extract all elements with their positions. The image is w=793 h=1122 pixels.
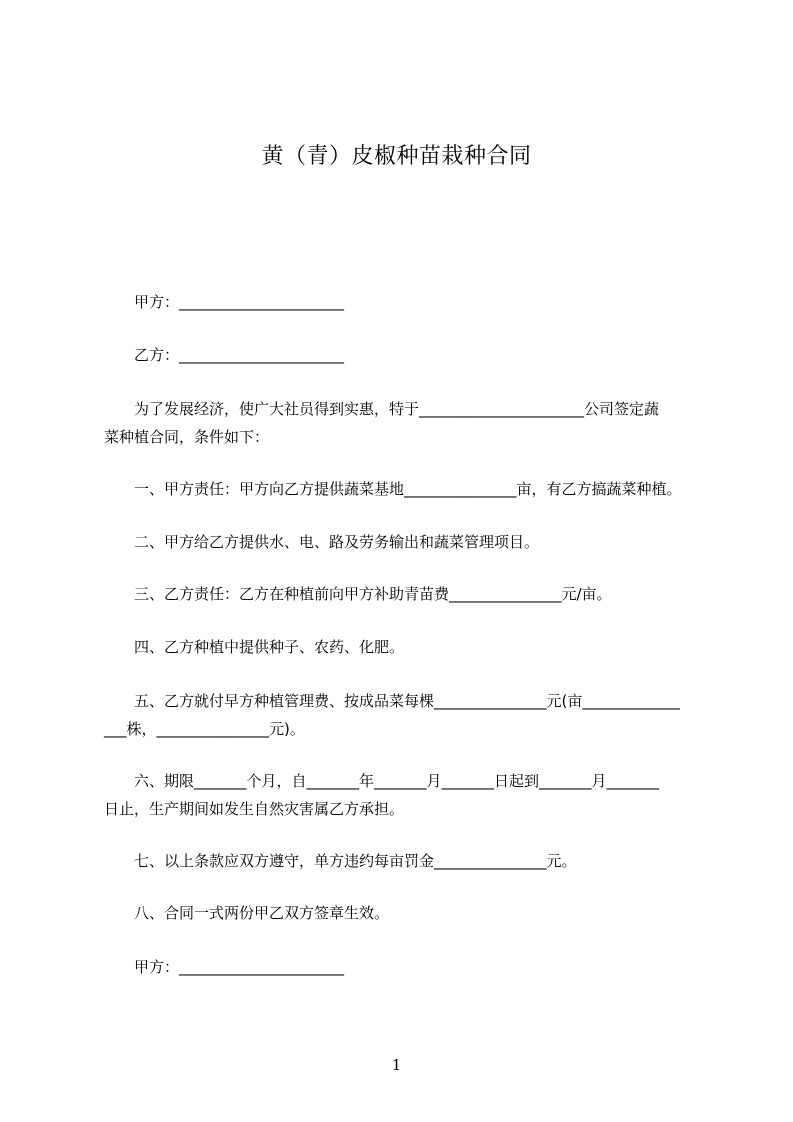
document-title: 黄（青）皮椒种苗栽种合同: [261, 144, 532, 169]
party-b-line: 乙方：______________________: [104, 346, 345, 364]
intro-line-2: 菜种植合同，条件如下：: [104, 428, 270, 446]
party-a-sign-line: 甲方：______________________: [104, 958, 345, 976]
clause-5-line-2: ___株，_______________元)。: [104, 720, 305, 738]
intro-paragraph: [104, 395, 708, 451]
clause-3: 三、乙方责任：乙方在种植前向甲方补助青苗费_______________元/亩。: [104, 585, 612, 603]
clause-6: [104, 767, 708, 823]
clause-7: 七、以上条款应双方遵守，单方违约每亩罚金_______________元。: [104, 852, 577, 870]
page-number: 1: [391, 1056, 402, 1074]
clause-6-line-2: 日止，生产期间如发生自然灾害属乙方承担。: [104, 800, 405, 818]
clause-2: 二、甲方给乙方提供水、电、路及劳务输出和蔬菜管理项目。: [104, 533, 540, 551]
clause-6-line-1: 六、期限_______个月，自_______年_______月_______日起到_______月_______: [104, 772, 660, 790]
party-a-line: 甲方：______________________: [104, 293, 345, 311]
clause-5: [104, 687, 708, 743]
clause-8: 八、合同一式两份甲乙双方签章生效。: [104, 904, 390, 922]
clause-1: 一、甲方责任：甲方向乙方提供蔬菜基地_______________亩，有乙方搞蔬菜种植。: [104, 480, 682, 498]
clause-5-line-1: 五、乙方就付早方种植管理费、按成品菜每棵_______________元(亩_____________: [104, 692, 680, 710]
clause-4: 四、乙方种植中提供种子、农药、化肥。: [104, 638, 405, 656]
intro-line-1: 为了发展经济，使广大社员得到实惠，特于______________________公司签定蔬: [104, 400, 660, 418]
